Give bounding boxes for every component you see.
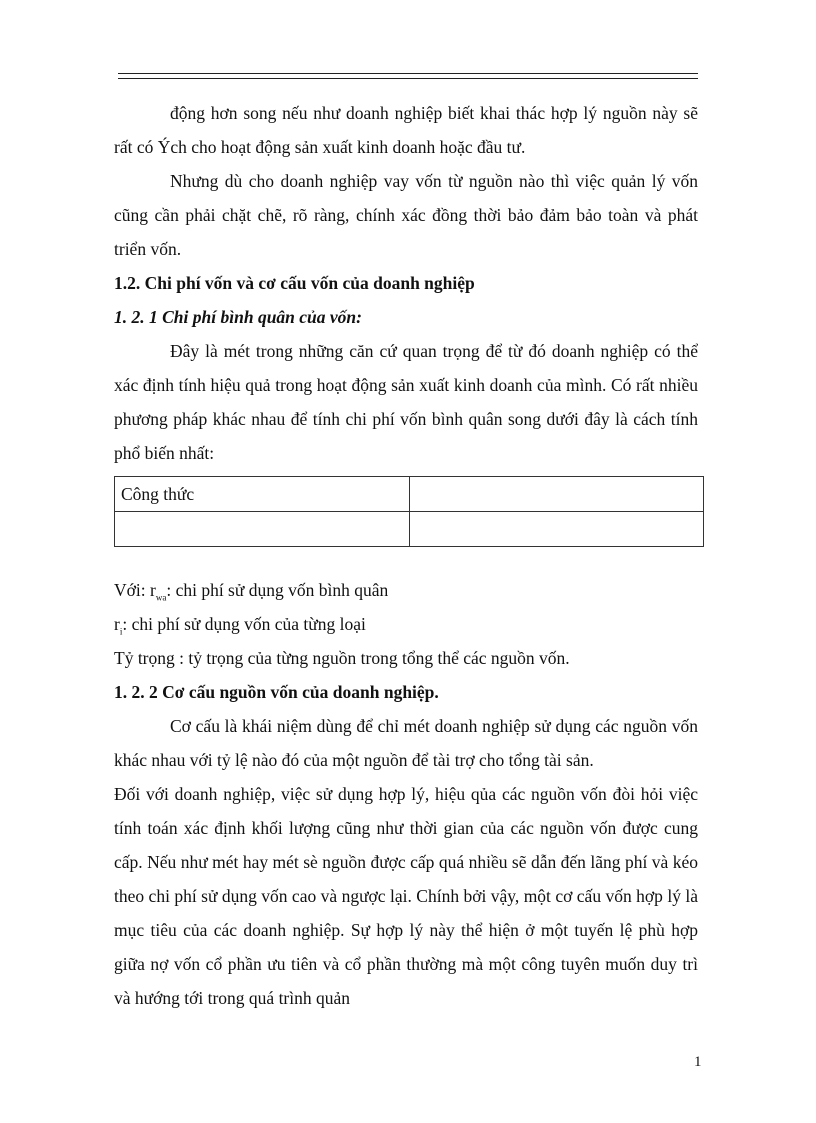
header-rule [118,73,698,79]
table-cell [410,477,704,512]
paragraph-capital-structure: Cơ cấu là khái niệm dùng để chỉ mét doanh nghiệp sử dụng các nguồn vốn khác nhau với tỷ lệ nào đó của một nguồn để tài trợ cho tổng tài sản. [114,716,698,770]
paragraph-loan-management: Nhưng dù cho doanh nghiệp vay vốn từ nguồn nào thì việc quản lý vốn cũng cần phải chặt chẽ, rõ ràng, chính xác đồng thời bảo đảm bảo toàn và phát triển vốn. [114,171,698,259]
definition-weight: Tỷ trọng : tỷ trọng của từng nguồn trong tổng thể các nguồn vốn. [114,648,570,668]
paragraph-reasonable-use: Đối với doanh nghiệp, việc sử dụng hợp lý, hiệu qủa các nguồn vốn đòi hỏi việc tính toán xác định khối lượng cũng như thời gian của các nguồn vốn được cung cấp. Nếu như mét hay mét sè nguồn được cấp quá nhiều sẽ dẫn đến lãng phí và kéo theo chi phí sử dụng vốn cao và ngược lại. Chính bởi vậy, một cơ cấu vốn hợp lý là mục tiêu của các doanh nghiệp. Sự hợp lý này thể hiện ở một tuyến lệ phù hợp giữa nợ vốn cổ phần ưu tiên và cổ phần thường mà một công tuyên muốn duy trì và hướng tới trong quá trình quản [114,784,698,1008]
formula-table [114,476,704,547]
section-heading-1-2-1: 1. 2. 1 Chi phí bình quân của vốn: [114,307,362,327]
definition-rwa: Với: $r_{wa}$: chi phí sử dụng vốn bình quân [114,580,389,603]
table-row [115,477,704,512]
document-body [114,96,698,1015]
formula-label-cell: Công thức [115,477,410,512]
table-cell [115,512,410,547]
section-heading-1-2-2: 1. 2. 2 Cơ cấu nguồn vốn của doanh nghiệp. [114,682,439,702]
table-cell [410,512,704,547]
paragraph-average-cost: Đây là mét trong những căn cứ quan trọng để từ đó doanh nghiệp có thể xác định tính hiệu quả trong hoạt động sản xuất kinh doanh của mình. Có rất nhiều phương pháp khác nhau để tính chi phí vốn bình quân song dưới đây là cách tính phổ biến nhất: [114,341,698,463]
table-row [115,512,704,547]
definition-ri: $r_i$: chi phí sử dụng vốn của từng loại [114,614,366,637]
paragraph-continuation: động hơn song nếu như doanh nghiệp biết khai thác hợp lý nguồn này sẽ rất có Ých cho hoạt động sản xuất kinh doanh hoặc đầu tư. [114,103,698,157]
section-heading-1-2: 1.2. Chi phí vốn và cơ cấu vốn của doanh nghiệp [114,273,475,293]
page-number: 1 [694,1054,702,1070]
